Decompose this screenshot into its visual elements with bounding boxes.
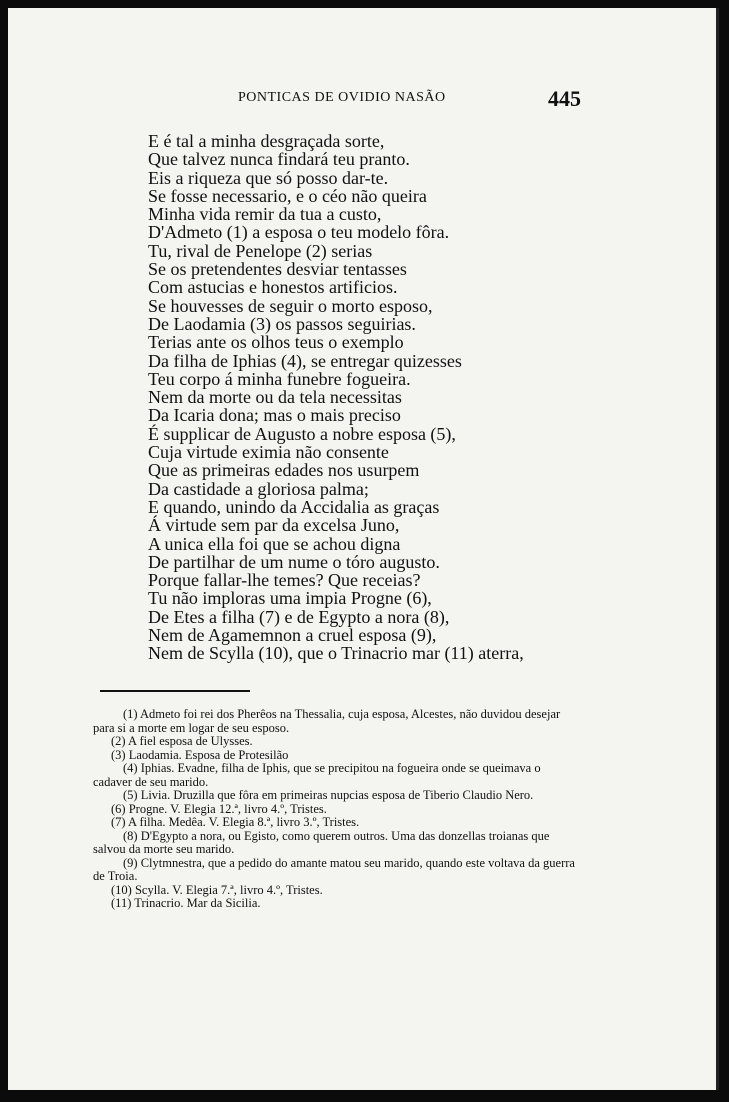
footnote: (4) Iphias. Evadne, filha de Iphis, que se precipitou na fogueira onde se queimava o cadaver de seu marido. [93, 761, 541, 789]
verse-line: Eis a riqueza que só posso dar-te. [148, 167, 389, 188]
verse-line: E quando, unindo da Accidalia as graças [148, 496, 440, 517]
verse-line: Á virtude sem par da excelsa Juno, [148, 515, 400, 536]
verse-line: De Etes a filha (7) e de Egypto a nora (8), [148, 606, 450, 627]
verse-line: Se os pretendentes desviar tentasses [148, 259, 407, 280]
verse-line: Nem de Agamemnon a cruel esposa (9), [148, 625, 437, 646]
verse-line: Da filha de Iphias (4), se entregar quizesses [148, 350, 462, 371]
footnote: (8) D'Egypto a nora, ou Egisto, como querem outros. Uma das donzellas troianas que salvou da morte seu marido. [93, 828, 550, 856]
footnote-divider [100, 690, 250, 692]
footnote: (10) Scylla. V. Elegia 7.ª, livro 4.º, Tristes. [111, 882, 323, 897]
footnote: (3) Laodamia. Esposa de Protesilão [111, 747, 289, 762]
verse-line: Porque fallar-lhe temes? Que receias? [148, 570, 421, 591]
verse-line: Tu, rival de Penelope (2) serias [148, 240, 373, 261]
page-number: 445 [548, 86, 581, 111]
verse-line: Com astucias e honestos artificios. [148, 277, 398, 298]
verse-line: Da castidade a gloriosa palma; [148, 478, 369, 499]
verse-line: Tu não imploras uma impia Progne (6), [148, 588, 432, 609]
verse-line: De Laodamia (3) os passos seguirias. [148, 313, 416, 334]
verse-line: Terias ante os olhos teus o exemplo [148, 332, 404, 353]
running-title: PONTICAS DE OVIDIO NASÃO [238, 90, 446, 105]
footnote: (5) Livia. Druzilla que fôra em primeiras nupcias esposa de Tiberio Claudio Nero. [123, 788, 534, 802]
footnotes [93, 708, 578, 911]
verse-line: Que as primeiras edades nos usurpem [148, 460, 420, 481]
verse-line: Nem de Scylla (10), que o Trinacrio mar (11) aterra, [148, 643, 524, 664]
verse-line: A unica ella foi que se achou digna [148, 533, 401, 554]
poem-text [148, 132, 708, 663]
verse-line: Nem da morte ou da tela necessitas [148, 387, 402, 408]
footnote: (2) A fiel esposa de Ulysses. [111, 734, 253, 748]
footnote: (1) Admeto foi rei dos Pherêos na Thessalia, cuja esposa, Alcestes, não duvidou desejar para si a morte em logar de seu esposo. [93, 707, 561, 735]
footnote: (9) Clytmnestra, que a pedido do amante matou seu marido, quando este voltava da guerra de Troia. [93, 855, 575, 883]
footnote: (6) Progne. V. Elegia 12.ª, livro 4.º, Tristes. [111, 801, 327, 816]
verse-line: Minha vida remir da tua a custo, [148, 204, 382, 225]
verse-line: D'Admeto (1) a esposa o teu modelo fôra. [148, 222, 450, 243]
book-page [8, 8, 719, 1090]
verse-line: Que talvez nunca findará teu pranto. [148, 149, 410, 170]
verse-line: Da Icaria dona; mas o mais preciso [148, 405, 401, 426]
verse-line: Se houvesses de seguir o morto esposo, [148, 295, 433, 316]
verse-line: E é tal a minha desgraçada sorte, [148, 131, 385, 151]
verse-line: Cuja virtude eximia não consente [148, 442, 389, 463]
footnote: (7) A filha. Medêa. V. Elegia 8.ª, livro 3.º, Tristes. [111, 815, 360, 829]
verse-line: Teu corpo á minha funebre fogueira. [148, 368, 411, 389]
verse-line: Se fosse necessario, e o céo não queira [148, 185, 427, 206]
verse-line: De partilhar de um nume o tóro augusto. [148, 551, 440, 572]
footnote: (11) Trinacrio. Mar da Sicilia. [111, 896, 261, 910]
verse-line: É supplicar de Augusto a nobre esposa (5), [148, 423, 456, 444]
